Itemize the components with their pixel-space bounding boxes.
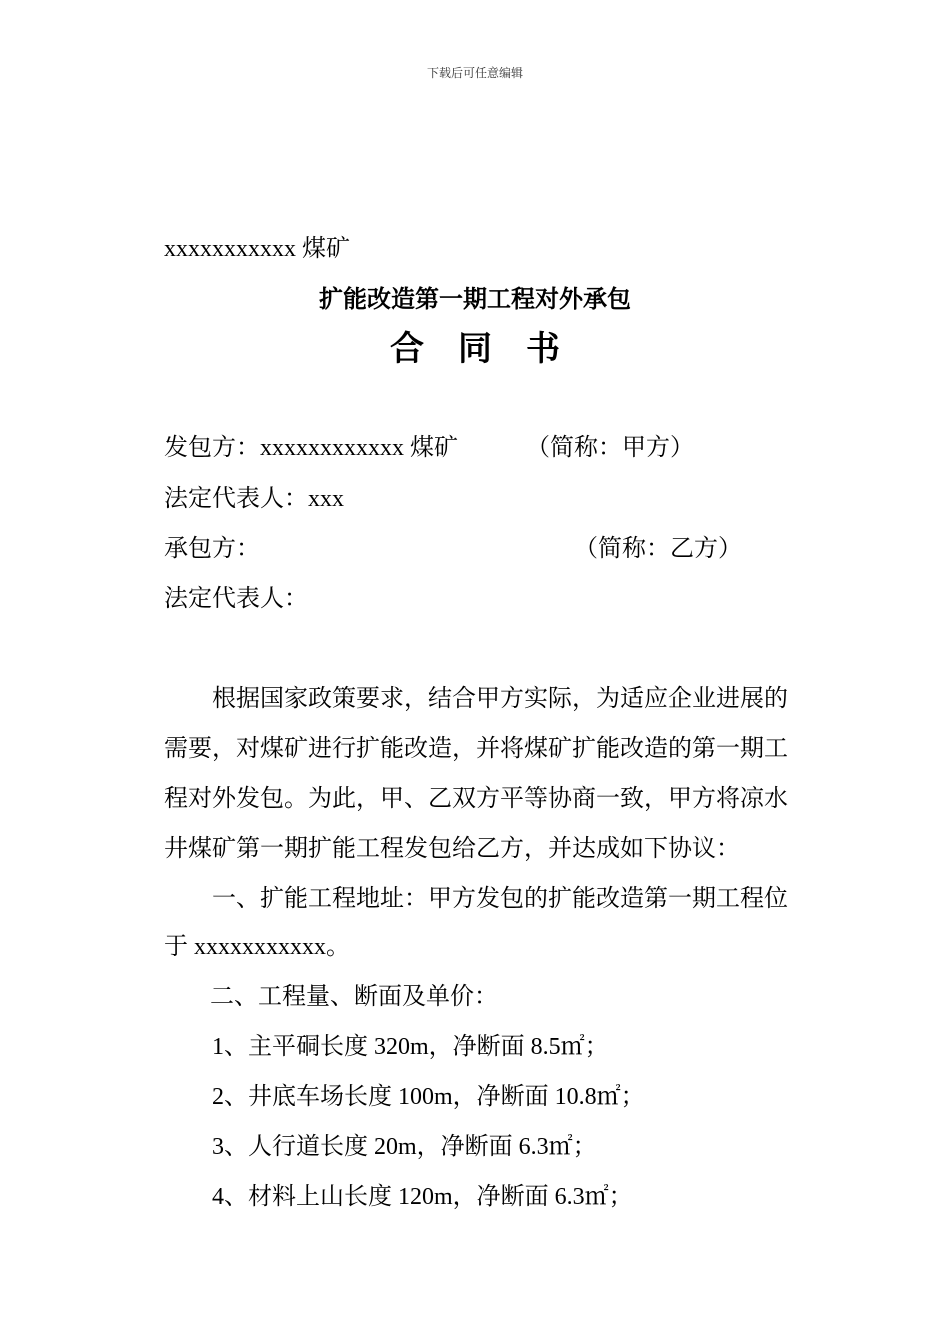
- employer-row: [164, 433, 784, 463]
- section2-heading: 二、工程量、断面及单价：: [210, 984, 498, 1010]
- intro-line-3: 程对外发包。为此，甲、乙双方平等协商一致，甲方将凉水: [164, 786, 788, 812]
- list-item: 3、人行道长度 20m，净断面 6.3㎡；: [212, 1134, 597, 1160]
- document-title: 合同书: [390, 331, 594, 368]
- section1-line-2: 于 xxxxxxxxxxx。: [164, 934, 350, 960]
- employer-representative: 法定代表人：xxx: [164, 486, 344, 512]
- intro-line-4: 井煤矿第一期扩能工程发包给乙方，并达成如下协议：: [164, 836, 740, 862]
- page-header-note: 下载后可任意编辑: [426, 66, 523, 80]
- employer-label: 发包方：xxxxxxxxxxxx 煤矿: [164, 435, 458, 461]
- document-subtitle: 扩能改造第一期工程对外承包: [319, 287, 631, 313]
- contractor-abbreviation: （简称：乙方）: [574, 536, 742, 562]
- list-item: 4、材料上山长度 120m，净断面 6.3㎡；: [212, 1184, 633, 1210]
- contractor-label: 承包方：: [164, 536, 260, 562]
- contractor-row: [164, 534, 784, 564]
- list-item: 2、井底车场长度 100m，净断面 10.8㎡；: [212, 1084, 645, 1110]
- contractor-representative: 法定代表人：: [164, 586, 308, 612]
- intro-line-1: 根据国家政策要求，结合甲方实际，为适应企业进展的: [212, 686, 788, 712]
- employer-abbreviation: （简称：甲方）: [526, 435, 694, 461]
- list-item: 1、主平硐长度 320m，净断面 8.5㎡；: [212, 1034, 609, 1060]
- section1-line-1: 一、扩能工程地址：甲方发包的扩能改造第一期工程位: [212, 886, 788, 912]
- mine-name-line: xxxxxxxxxxx 煤矿: [164, 236, 350, 262]
- intro-line-2: 需要，对煤矿进行扩能改造，并将煤矿扩能改造的第一期工: [164, 736, 788, 762]
